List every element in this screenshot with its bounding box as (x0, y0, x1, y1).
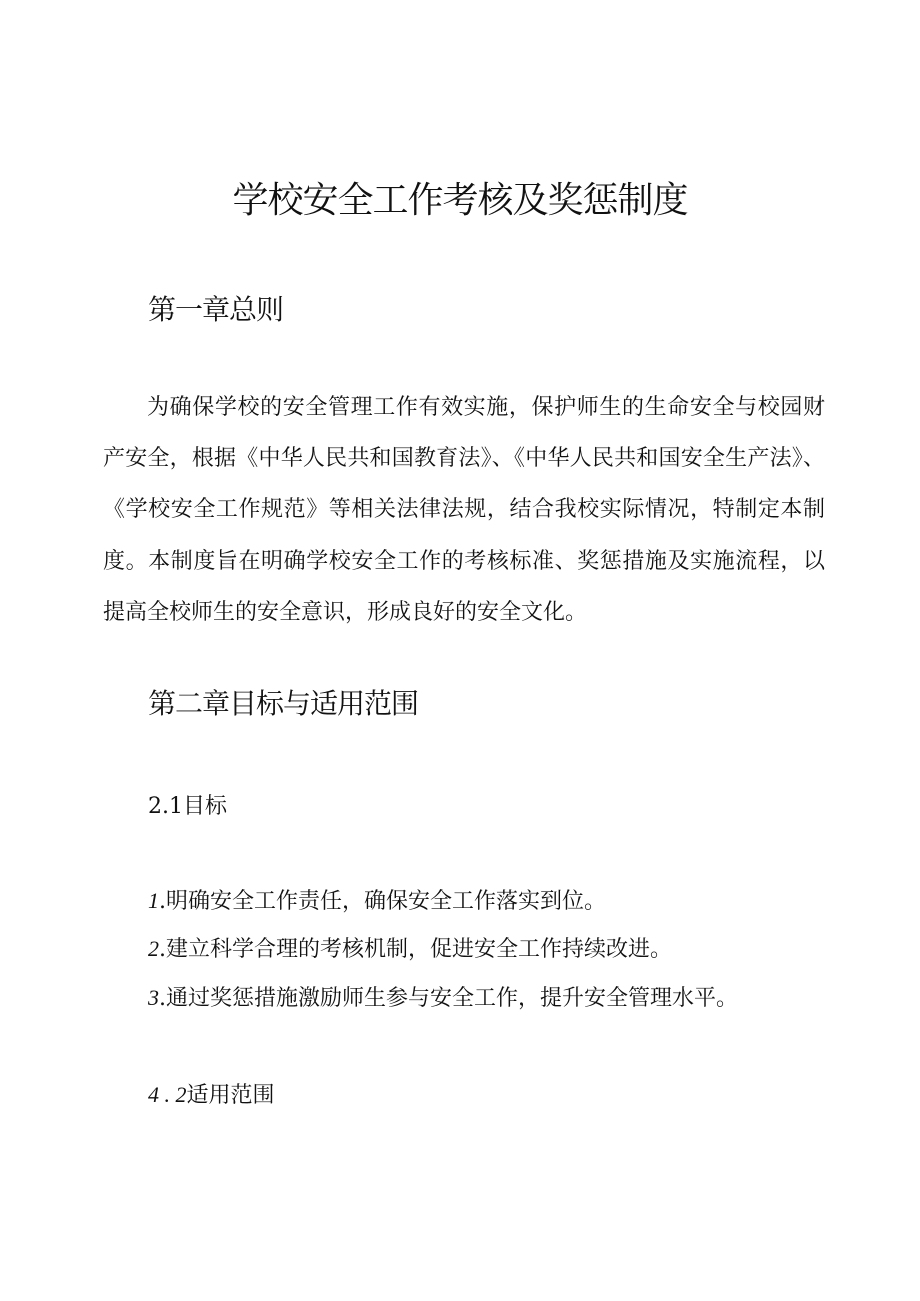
list-item-text: .建立科学合理的考核机制，促进安全工作持续改进。 (159, 937, 672, 962)
list-item-number: 3 (148, 985, 159, 1010)
list-item-text: .明确安全工作责任，确保安全工作落实到位。 (159, 889, 606, 914)
section-separator: . (159, 1082, 176, 1107)
document-title: 学校安全工作考核及奖惩制度 (232, 180, 688, 221)
chapter-1-heading: 第一章总则 (148, 293, 284, 326)
list-item (148, 884, 606, 919)
chapter-2-heading: 第二章目标与适用范围 (148, 687, 419, 720)
section-2-2-heading (148, 1078, 275, 1113)
list-item (148, 932, 672, 967)
section-number: 4 (148, 1082, 159, 1107)
list-item (148, 981, 738, 1016)
section-2-1-heading: 2.1目标 (148, 794, 227, 819)
list-item-number: 1 (148, 888, 159, 913)
section-subnumber: 2 (175, 1082, 187, 1107)
chapter-1-paragraph: 为确保学校的安全管理工作有效实施，保护师生的生命安全与校园财产安全，根据《中华人民共和国教育法》、《中华人民共和国安全生产法》、《学校安全工作规范》等相关法律法规，结合我校实际情况，特制定本制度。本制度旨在明确学校安全工作的考核标准、奖惩措施及实施流程，以提高全校师生的安全意识，形成良好的安全文化。 (103, 395, 825, 625)
list-item-number: 2 (148, 936, 159, 961)
list-item-text: .通过奖惩措施激励师生参与安全工作，提升安全管理水平。 (159, 986, 738, 1011)
section-title: 适用范围 (186, 1083, 275, 1108)
